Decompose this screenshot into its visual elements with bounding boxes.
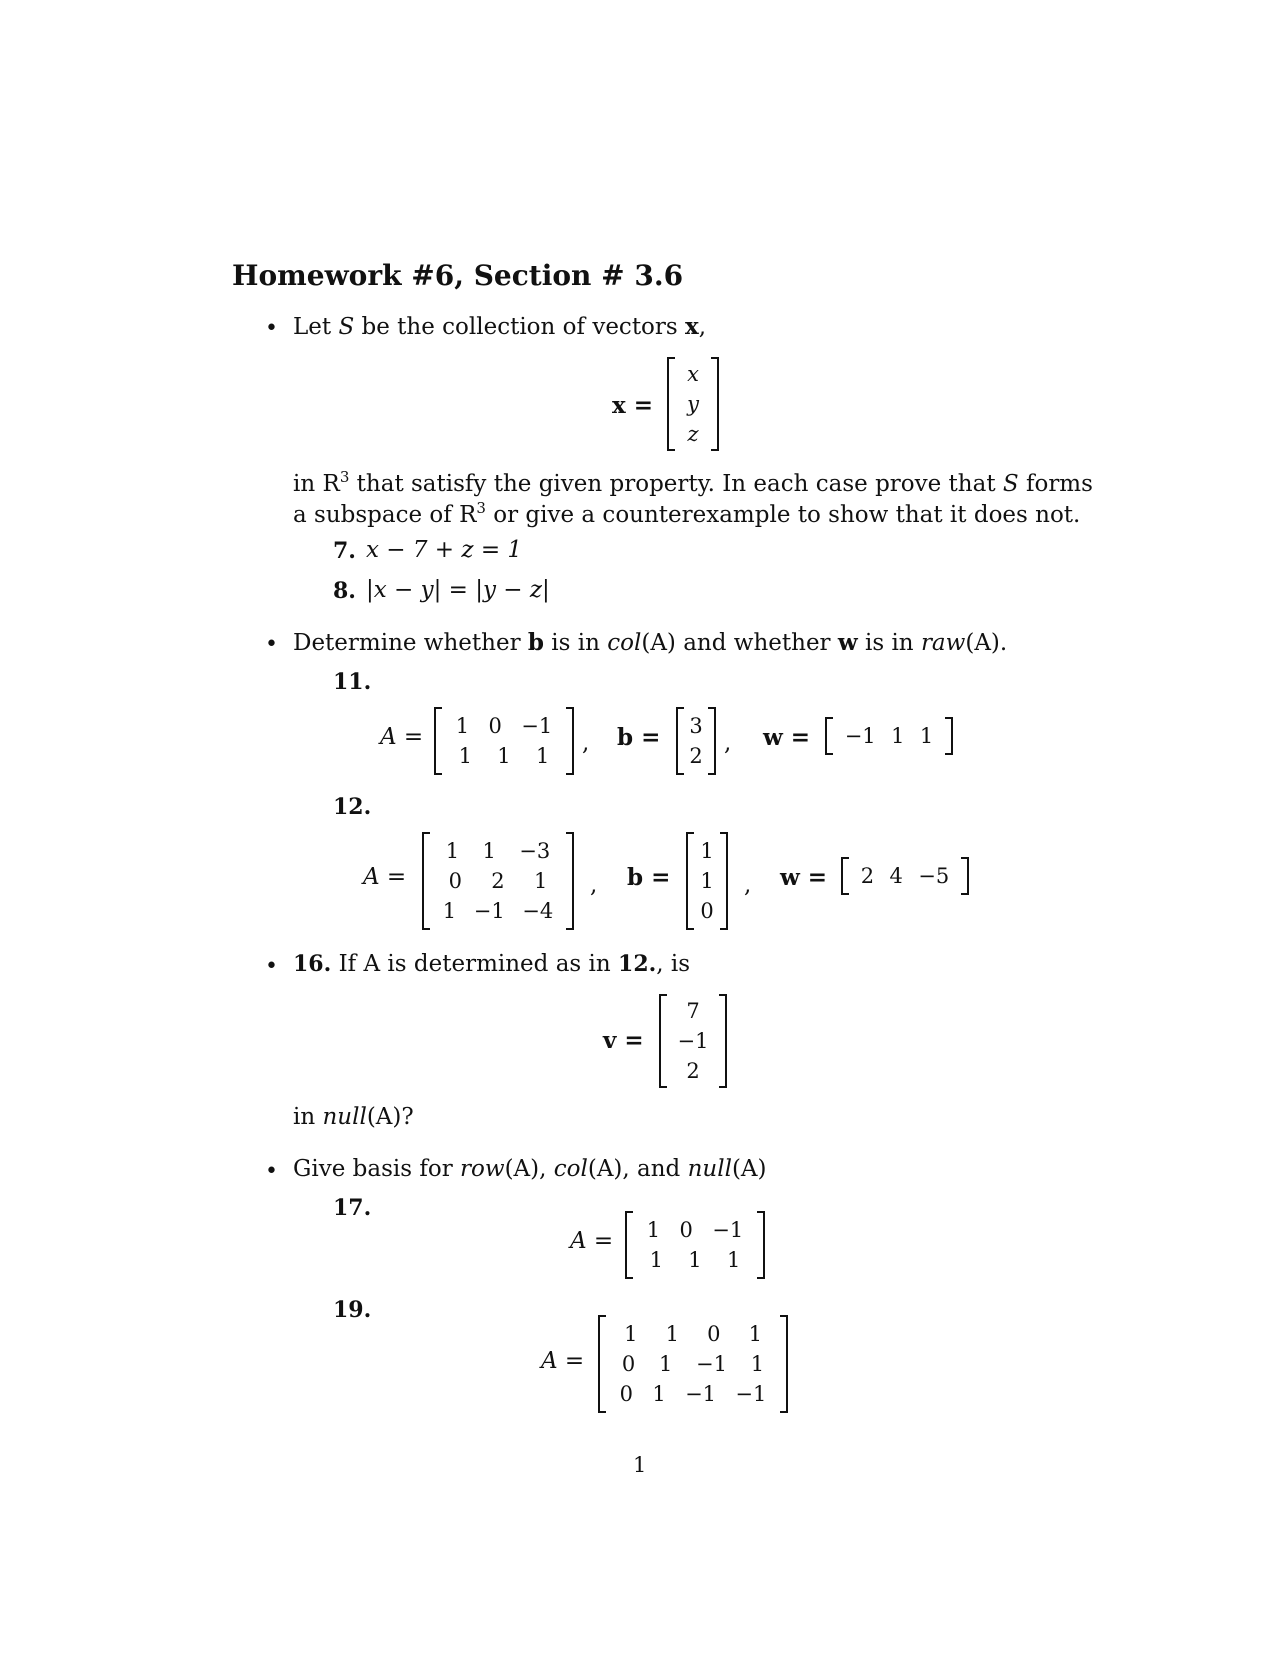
section1-intro: Let S be the collection of vectors x, <box>293 313 707 340</box>
page-number: 1 <box>633 1453 647 1477</box>
vector-v-lhs: v = <box>603 1027 644 1054</box>
problem-17-A-matrix: 1 0 −1 1 1 1 <box>625 1212 765 1278</box>
comma: , <box>724 730 732 756</box>
problem-11-w-matrix: −1 1 1 <box>825 718 953 754</box>
section4-intro: Give basis for row(A), col(A), and null(A) <box>293 1156 767 1182</box>
problem-17-lhs: A = <box>570 1228 614 1254</box>
problem-12-A-lhs: A = <box>363 864 407 890</box>
problem-16-question: in null(A)? <box>293 1104 414 1130</box>
problem-12-b-lhs: b = <box>627 864 671 891</box>
problem-8-label: 8. <box>333 578 356 604</box>
bullet: • <box>265 316 278 341</box>
problem-12-w-matrix: 2 4 −5 <box>841 858 969 894</box>
bullet: • <box>265 954 278 979</box>
comma: , <box>582 730 590 756</box>
problem-7-equation: x − 7 + z = 1 <box>366 537 523 563</box>
vector-x-lhs: x = <box>612 392 653 419</box>
problem-11-b-lhs: b = <box>617 724 661 751</box>
problem-11-b-matrix: 3 2 <box>676 708 716 774</box>
comma: , <box>744 872 752 898</box>
page-title: Homework #6, Section # 3.6 <box>232 259 684 292</box>
problem-12-w-lhs: w = <box>780 864 828 891</box>
vector-x-matrix: x y z <box>667 358 719 450</box>
problem-11-label: 11. <box>333 669 372 695</box>
bullet: • <box>265 632 278 657</box>
problem-16-text: 16. If A is determined as in 12., is <box>293 951 691 977</box>
problem-12-label: 12. <box>333 794 372 820</box>
vector-v-matrix: 7 −1 2 <box>659 995 727 1087</box>
problem-17-label: 17. <box>333 1195 372 1221</box>
problem-19-A-matrix: 1 1 0 1 0 1 −1 1 0 1 −1 −1 <box>598 1316 788 1412</box>
bullet: • <box>265 1159 278 1184</box>
section1-para-line2: a subspace of $R^3$ or give a counterexample to show that it does not. <box>293 499 1081 528</box>
problem-11-A-matrix: 1 0 −1 1 1 1 <box>434 708 574 774</box>
problem-12-A-matrix: 1 1 −3 0 2 1 1 −1 −4 <box>422 833 574 929</box>
section2-intro: Determine whether b is in col(A) and whether w is in raw(A). <box>293 629 1008 656</box>
problem-8-equation: |x − y| = |y − z| <box>366 577 550 603</box>
section1-para-line1: in $R^3$ that satisfy the given property. In each case prove that S forms <box>293 468 1093 497</box>
problem-19-lhs: A = <box>541 1348 585 1374</box>
problem-11-A-lhs: A = <box>380 724 424 750</box>
problem-11-w-lhs: w = <box>763 724 811 751</box>
problem-7-label: 7. <box>333 538 356 564</box>
comma: , <box>590 872 598 898</box>
problem-19-label: 19. <box>333 1297 372 1323</box>
problem-12-b-matrix: 1 1 0 <box>686 833 728 929</box>
